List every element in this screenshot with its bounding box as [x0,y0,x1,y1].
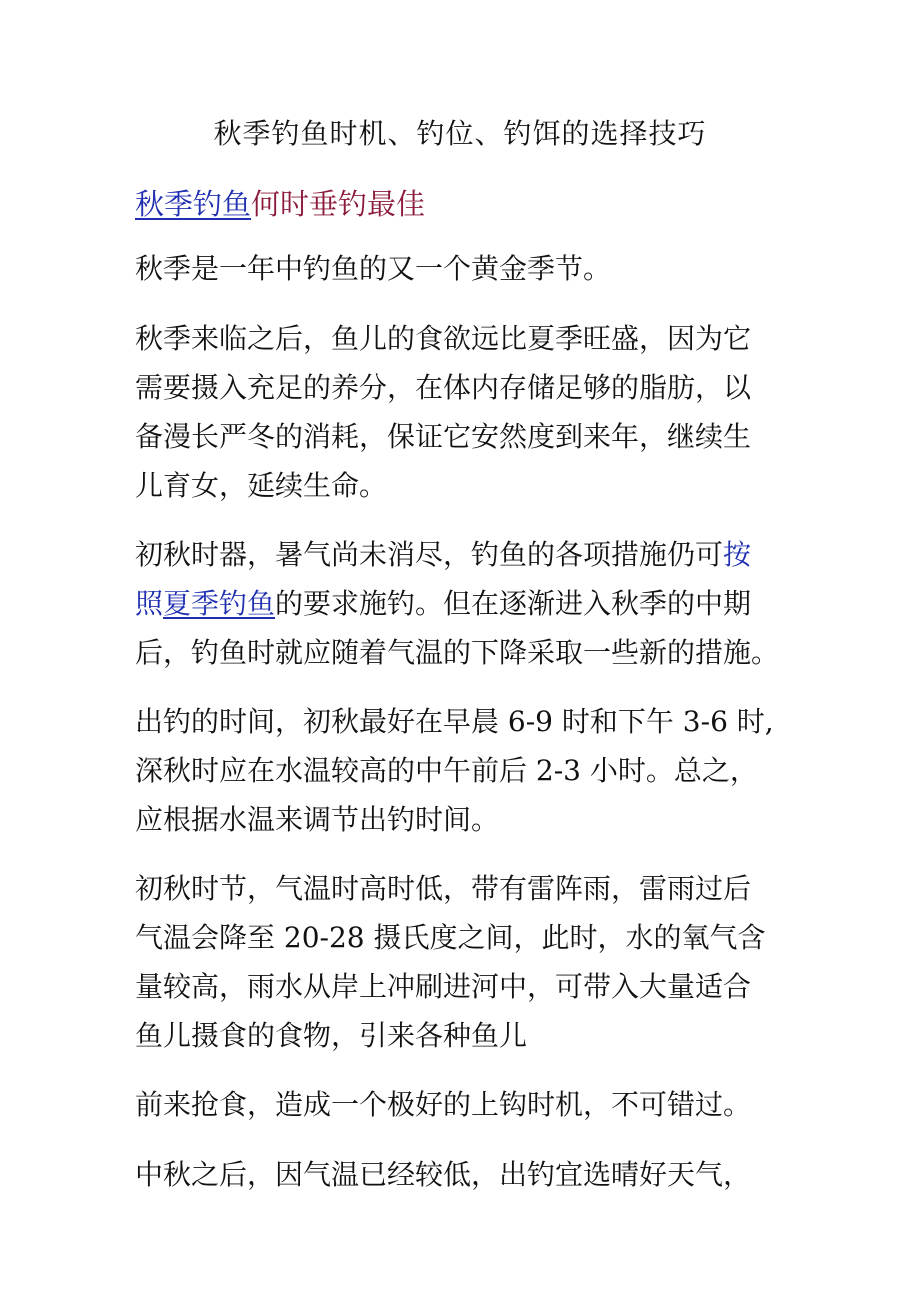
summer-fishing-link[interactable]: 夏季钓鱼 [163,587,276,620]
paragraph-text: 初秋时器，暑气尚未消尽，钓鱼的各项措施仍可 [135,538,724,571]
paragraph-7 [135,1150,751,1199]
paragraph-line [135,579,779,628]
summer-fishing-link-continued[interactable]: 照 [135,587,164,620]
paragraph-6 [135,1080,751,1129]
paragraph-line: 前来抢食，造成一个极好的上钩时机，不可错过。 [135,1088,752,1121]
paragraph-line: 需要摄入充足的养分，在体内存储足够的脂肪，以 [135,371,752,404]
paragraph-line: 气温会降至 20-28 摄氏度之间，此时，水的氧气含 [135,921,766,954]
paragraph-text: 的要求施钓。但在逐渐进入秋季的中期 [275,587,752,620]
summer-fishing-link-start[interactable]: 按 [723,538,752,571]
paragraph-line: 深秋时应在水温较高的中午前后 2-3 小时。总之， [135,754,758,787]
paragraph-line: 秋季是一年中钓鱼的又一个黄金季节。 [135,252,612,285]
autumn-fishing-link[interactable]: 秋季钓鱼 [135,187,252,221]
section-heading-text: 何时垂钓最佳 [251,187,426,221]
paragraph-line: 儿育女，延续生命。 [135,469,388,502]
paragraph-line: 鱼儿摄食的食物，引来各种鱼儿 [135,1019,528,1052]
paragraph-line [135,530,779,579]
paragraph-line: 秋季来临之后，鱼儿的食欲远比夏季旺盛，因为它 [135,322,752,355]
paragraph-3 [135,530,779,677]
paragraph-4 [135,697,774,844]
paragraph-5 [135,864,766,1060]
paragraph-line: 量较高，雨水从岸上冲刷进河中，可带入大量适合 [135,970,752,1003]
paragraph-line: 出钓的时间，初秋最好在早晨 6-9 时和下午 3-6 时, [135,705,774,738]
page-title: 秋季钓鱼时机、钓位、钓饵的选择技巧 [213,117,707,150]
paragraph-line: 中秋之后，因气温已经较低，出钓宜选晴好天气， [135,1158,752,1191]
paragraph-line: 初秋时节，气温时高时低，带有雷阵雨，雷雨过后 [135,872,752,905]
paragraph-line: 应根据水温来调节出钓时间。 [135,803,500,836]
paragraph-1 [135,244,611,293]
paragraph-line: 后，钓鱼时就应随着气温的下降采取一些新的措施。 [135,636,780,669]
paragraph-2 [135,314,751,510]
section-heading [135,181,425,227]
paragraph-line: 备漫长严冬的消耗，保证它安然度到来年，继续生 [135,420,752,453]
